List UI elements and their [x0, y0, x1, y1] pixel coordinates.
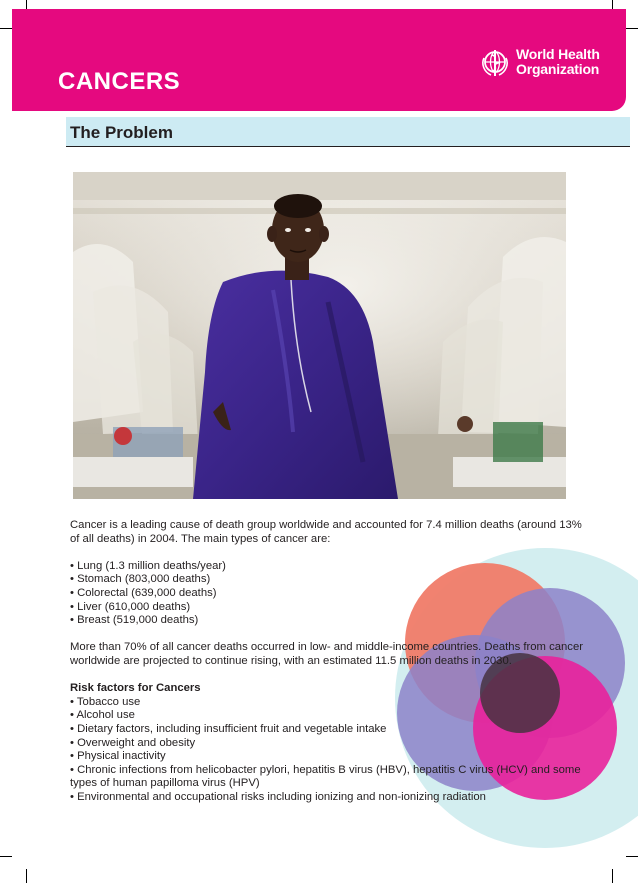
section-title: The Problem	[70, 123, 173, 142]
risk-factor-item: • Alcohol use	[70, 709, 135, 722]
logo-name-line1: World Health	[516, 46, 600, 62]
risk-factor-item: • Overweight and obesity	[70, 736, 196, 749]
intro-paragraph: Cancer is a leading cause of death group worldwide and accounted for 7.4 million deaths (around 13% of all deaths) in 2004. The main types of cancer are:	[70, 519, 582, 545]
crop-mark	[26, 869, 27, 883]
cancer-type-item: • Stomach (803,000 deaths)	[70, 573, 211, 586]
photo-illustration	[73, 172, 566, 499]
trend-paragraph: More than 70% of all cancer deaths occurred in low- and middle-income countries. Deaths from cancer worldwide are projected to continue rising, with an estimated 11.5 million deaths in 2030.	[70, 641, 583, 667]
body-text	[70, 519, 590, 804]
who-emblem-icon	[478, 46, 512, 80]
cancer-type-item: • Colorectal (639,000 deaths)	[70, 586, 217, 599]
photo-child-in-purple-cloth	[73, 172, 566, 499]
crop-mark	[0, 856, 12, 857]
risk-factor-item: • Chronic infections from helicobacter pylori, hepatitis B virus (HBV), hepatitis C virus (HCV) and some types of human papilloma virus (HPV)	[70, 763, 581, 790]
risk-factor-item: • Dietary factors, including insufficient fruit and vegetable intake	[70, 722, 387, 735]
risk-factor-item: • Environmental and occupational risks including ionizing and non-ionizing radiation	[70, 790, 486, 803]
section-divider	[66, 146, 630, 147]
crop-mark	[612, 869, 613, 883]
crop-mark	[626, 28, 638, 29]
crop-mark	[0, 28, 12, 29]
cancer-type-item: • Breast (519,000 deaths)	[70, 614, 199, 627]
who-logo	[478, 44, 608, 84]
cancer-type-item: • Lung (1.3 million deaths/year)	[70, 559, 226, 572]
risk-factor-item: • Tobacco use	[70, 695, 141, 708]
risk-factor-item: • Physical inactivity	[70, 750, 166, 763]
logo-name-line2: Organization	[516, 61, 600, 77]
risk-factors-heading: Risk factors for Cancers	[70, 682, 201, 695]
cancer-type-item: • Liver (610,000 deaths)	[70, 600, 191, 613]
document-title: CANCERS	[58, 68, 181, 95]
crop-mark	[626, 856, 638, 857]
